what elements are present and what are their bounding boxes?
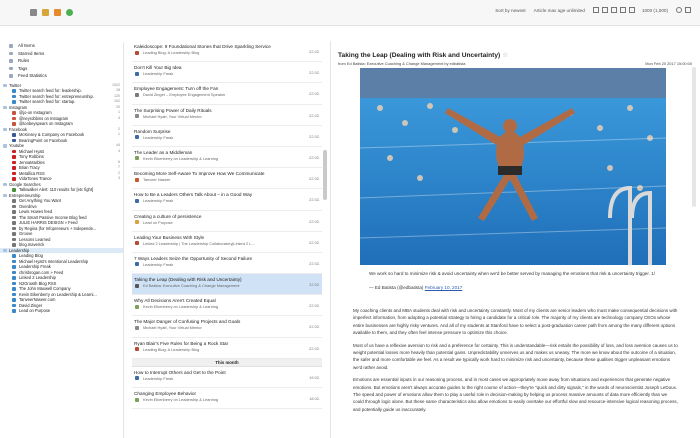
sidebar-item-rules[interactable] (0, 57, 123, 65)
article-date: 22.02. (309, 218, 320, 224)
article-source (134, 156, 322, 161)
unread-count: 44 (116, 143, 120, 147)
article-source (134, 114, 322, 119)
feed-count: 120 (114, 93, 120, 98)
feed-count: 18 (116, 88, 120, 92)
article-source-text: Leadership Freak (143, 134, 174, 140)
feed-label: chrisbrogan.com » Feed (19, 269, 64, 275)
view-full-icon[interactable] (611, 7, 617, 13)
reader-pane (330, 41, 700, 438)
tag-icon (9, 67, 13, 71)
feed-count: 1 (118, 132, 120, 136)
article-row[interactable] (132, 274, 322, 295)
article-source (134, 241, 322, 246)
feed-favicon-icon (135, 284, 139, 288)
article-source (134, 177, 322, 182)
article-date: 22.02. (309, 260, 320, 266)
article-source (134, 50, 322, 55)
article-source (134, 198, 322, 203)
feed-label: N2Growth Blog RSS (19, 280, 57, 286)
article-date: 22.02. (309, 133, 320, 139)
article-source (134, 397, 322, 402)
sidebar-item-label: Starred Items (18, 50, 45, 56)
article-date: 18.02. (309, 396, 320, 401)
feed-icon (12, 166, 16, 170)
new-feed-icon[interactable] (42, 9, 49, 16)
article-title: Don't Kill Your Big Idea (134, 65, 182, 71)
folder-icon (3, 106, 7, 110)
feed-icon (12, 227, 16, 231)
article-source (134, 135, 322, 140)
article-date: 22.02. (309, 197, 320, 203)
feed-favicon-icon (135, 51, 139, 55)
sidebar-item-label: Rules (18, 58, 30, 63)
article-source-text: Kevin Eikenberry on Leadership & Learning (143, 397, 219, 402)
feed-label: Michael Hyatt's Intentional Leadership (19, 258, 89, 264)
feed-label: Leadership Freak (19, 264, 51, 269)
article-date: 22.02. (309, 324, 320, 330)
article-source-text: Leading Blog: A Leadership Blog (143, 50, 200, 55)
article-date: 22.02. (309, 176, 320, 182)
article-row[interactable] (132, 295, 322, 316)
feed-favicon-icon (135, 241, 139, 245)
sort-dropdown[interactable]: Sort by newest (495, 7, 526, 13)
article-date: 22.02. (309, 303, 320, 309)
folder-label: Leadership (9, 247, 30, 253)
article-date: 22.02. (309, 70, 320, 76)
article-row[interactable] (132, 105, 322, 126)
view-layout-icon[interactable] (629, 7, 635, 13)
feed-count: 6 (118, 159, 120, 164)
article-title: Employee Engagement: Turn off the Fan (134, 86, 219, 92)
article-list-scrollbar[interactable] (323, 150, 327, 200)
article-source-text: Linked 2 Leadership | The Leadership Collaboratory|Linked 2 L... (143, 240, 255, 246)
age-filter-dropdown[interactable]: Article max age unlimited (533, 7, 585, 13)
feed-favicon-icon (135, 156, 139, 160)
feed-count: 7 (118, 165, 120, 169)
article-date: 22.02. (309, 112, 320, 118)
article-row[interactable] (132, 41, 322, 62)
article-title: Kaleidoscope: 9 Foundational Stones that Drive Sparkling Service (134, 44, 271, 49)
feed-label: Twitter search feed for: startup. (19, 99, 76, 104)
feed-icon (12, 122, 16, 126)
feed-label: Tony Robbins (19, 154, 44, 159)
feed-label: TanveerNaseer.com (19, 297, 56, 302)
feed-item[interactable] (0, 308, 123, 314)
article-row[interactable] (132, 126, 322, 147)
article-paragraph: Most of us have a reflexive aversion to risk and a preference for certainty. This is understandable—risk entails the possibility of loss, and loss aversion causes us to weight potential losses more heavily than potential gains. Unpredictability unnerves us and makes us uneasy. The more we know about the outcome of a situation, the safer and more comfortable we feel. As a result we typically work hard to minimize risk and uncertainty, because these qualities trigger unpleasant emotions we'd rather avoid. (353, 342, 678, 370)
article-source-text: David Zinger – Employee Engagement Speaker (143, 92, 226, 98)
feed-icon (12, 293, 16, 297)
feed-label: @jo-on Instagram (19, 110, 52, 115)
folder-icon (3, 84, 7, 88)
article-source-text: Kevin Eikenberry on Leadership & Learning (143, 304, 219, 310)
feed-icon (12, 117, 16, 121)
rss-icon[interactable] (54, 9, 61, 16)
article-date: 22.02. (309, 49, 320, 54)
article-source (134, 71, 322, 76)
diver-photo (360, 68, 666, 265)
settings-icon[interactable] (676, 7, 682, 13)
folder-icon (3, 144, 7, 148)
feed-icon (12, 304, 16, 308)
article-source (134, 347, 322, 352)
feed-label: Twitter search feed for: leadership. (19, 88, 82, 93)
feed-label: BearingPoint on Facebook (19, 137, 68, 143)
article-date: 22.02. (309, 282, 320, 288)
tweet-author: — Ed Batista (@edbatista) (369, 284, 424, 290)
tweet-quote (369, 270, 659, 291)
feed-label: Talkwalker Alert: 110 results for [etc fight] (19, 187, 94, 192)
feed-icon (12, 287, 16, 291)
article-source-text: Tanveer Naseer (143, 177, 171, 183)
article-row[interactable] (132, 316, 322, 337)
reader-scrollbar[interactable] (692, 67, 696, 207)
sidebar-item-tag[interactable] (0, 65, 123, 73)
article-title: The Major Danger of Confusing Projects and Goals (134, 319, 241, 325)
article-row[interactable] (132, 388, 322, 409)
feed-favicon-icon (135, 262, 139, 266)
article-source-text: Leadership Freak (143, 375, 174, 381)
feed-label: Brian Tracy (19, 165, 40, 170)
article-row[interactable] (132, 189, 322, 210)
stats-icon (9, 74, 13, 78)
feed-favicon-icon (135, 178, 139, 182)
feed-label: The John Maxwell Company (19, 286, 71, 291)
feed-icon (12, 139, 16, 143)
feed-count: 4 (118, 115, 120, 120)
feed-favicon-icon (135, 347, 139, 351)
view-list-icon[interactable] (593, 7, 599, 13)
feed-icon (12, 150, 16, 154)
folder-label: Instagram (9, 104, 28, 110)
sidebar-item-all-items[interactable] (0, 42, 123, 50)
feed-label: Twitter search feed for: entrepreneurship. (19, 93, 94, 99)
sidebar-item-label: All Items (18, 43, 35, 48)
feed-label: Get Anything You Want (19, 198, 61, 203)
feed-icon (12, 221, 16, 225)
tweet-date-link[interactable]: February 10, 2017 (424, 284, 463, 290)
article-title: Becoming More Self-Aware To Improve How We Communicate (134, 171, 265, 177)
feed-icon (12, 309, 16, 313)
feed-label: Lessons Learned (19, 236, 51, 242)
feed-favicon-icon (135, 326, 139, 330)
article-date: 22.02. (309, 91, 320, 97)
toolbar (0, 0, 700, 26)
feed-icon (12, 205, 16, 209)
section-header: This month (132, 359, 322, 367)
article-title-text: Taking the Leap (Dealing with Risk and Uncertainty) (338, 52, 501, 59)
tweet-attribution (369, 284, 659, 292)
article-title: Why All Decisions Aren't Created Equal (134, 298, 216, 304)
view-grid-icon[interactable] (620, 7, 626, 13)
article-source-text: Leadership Freak (143, 71, 174, 77)
feed-icon (12, 271, 16, 275)
feed-label: JennaMarbles (19, 159, 45, 165)
article-source (134, 283, 322, 288)
article-title: Changing Employee Behavior (134, 391, 197, 396)
feed-favicon-icon (135, 305, 139, 309)
window-icon[interactable] (685, 7, 691, 13)
feed-label: Kevin Eikenberry on Leadership & Learni... (19, 291, 97, 297)
article-source-text: Kevin Eikenberry on Leadership & Learning (143, 155, 219, 161)
feed-count: 4 (118, 148, 120, 153)
folder-label: Youtube (9, 143, 24, 148)
rules-icon (9, 59, 13, 63)
article-row[interactable] (132, 232, 322, 253)
refresh-icon[interactable] (66, 9, 73, 16)
feed-icon (12, 232, 16, 236)
feed-icon (12, 210, 16, 214)
feed-icon (12, 254, 16, 258)
feed-favicon-icon (135, 114, 139, 118)
feed-icon (12, 111, 16, 115)
feed-label: Michael Hyatt (19, 148, 44, 154)
article-paragraph: Emotions are essential inputs in our reasoning process, and in most cases we appropriately move away from situations and experiences that generate negative emotions. But emotions aren't always accurate guides to the right course of action—they're "quick and dirty signals," in the words of neuroscientist Joseph LeDoux. The speed and power of emotions allow them to play a useful role in decision-making by helping us process massive amounts of data more efficiently than we could through logic alone. But these same characteristics also allow emotions to easily overtake our effortful slow and resource-intensive logical reasoning process, and potentially guide us inaccurately. (353, 377, 678, 412)
article-source (134, 92, 322, 97)
feed-label: Lead on Purpose (19, 308, 51, 313)
all-items-icon (9, 44, 13, 48)
article-row[interactable] (132, 62, 322, 83)
article-date: 22.02. (309, 154, 320, 160)
sidebar-item-star[interactable] (0, 50, 123, 58)
article-title: Taking the Leap (Dealing with Risk and Uncertainty) (134, 277, 242, 283)
feed-icon (12, 95, 16, 99)
feed-icon (12, 216, 16, 220)
article-source-text: Leading Blog: A Leadership Blog (143, 346, 200, 352)
feed-label: @tonbeyspears on Instagram (19, 121, 73, 126)
article-source (134, 325, 322, 330)
feed-count: 3 (118, 176, 120, 180)
feed-label: The Smart Passive Income Blog feed (19, 214, 87, 220)
feed-favicon-icon (135, 199, 139, 203)
feed-label: Linked 2 Leadership (19, 275, 56, 280)
feed-favicon-icon (135, 398, 139, 402)
view-compact-icon[interactable] (602, 7, 608, 13)
feed-icon (12, 100, 16, 104)
sidebar (0, 42, 124, 438)
article-source-text: Leadership Freak (143, 198, 174, 204)
feed-label: @neyrobbins on Instagram (19, 115, 69, 121)
unread-count: 20 (116, 104, 120, 109)
feed-label: Lewis Howes feed (19, 209, 53, 214)
feed-label: McKinsey & Company on Facebook (19, 132, 85, 137)
article-image (360, 68, 666, 265)
folder-label: Entrepreneurship (9, 192, 41, 198)
folder-icon (3, 194, 7, 198)
feed-label: Overdrive (19, 203, 37, 209)
article-title: Ryan Blair's Five Rules for Being a Rock Star (134, 340, 229, 346)
sidebar-item-stats[interactable] (0, 72, 123, 80)
article-title: How to Interrupt Others and Get to the Point (134, 369, 226, 375)
feed-count: 2 (118, 170, 120, 175)
folder-label: Google Searches (9, 181, 41, 187)
feed-icon (12, 298, 16, 302)
article-source-text: Lead on Purpose (143, 219, 173, 225)
folder-icon (3, 128, 7, 132)
article-title: 7 Ways Leaders Seize the Opportunity of Second Failure (134, 255, 253, 261)
unread-count: 1022 (112, 82, 120, 87)
article-list (132, 41, 322, 438)
menu-icon[interactable] (30, 9, 37, 16)
feed-label: blog.maverick (19, 242, 45, 247)
unread-count: 2 (118, 126, 120, 131)
feed-label: JULIE HARRIS DESIGN » Feed (19, 220, 78, 225)
article-source-text: Michael Hyatt, Your Virtual Mentor (143, 325, 202, 331)
article-row[interactable] (132, 168, 322, 189)
article-source-text: Leadership Freak (143, 261, 174, 267)
star-icon[interactable]: ☆ (502, 52, 509, 59)
article-row[interactable] (132, 367, 322, 388)
feed-icon (12, 172, 16, 176)
article-body (353, 307, 678, 418)
article-title: Creating a culture of persistence (134, 213, 202, 219)
article-source[interactable]: from Ed Batista: Executive Coaching & Change Management by edbatista (338, 61, 466, 66)
article-source (134, 304, 322, 309)
article-source-text: Michael Hyatt, Your Virtual Mentor (143, 113, 202, 119)
article-title: Leading Your Business With Style (134, 234, 205, 240)
article-row[interactable] (132, 211, 322, 232)
feed-icon (12, 282, 16, 286)
article-title: The Surprising Power of Daily Rituals (134, 107, 212, 113)
feed-icon (12, 188, 16, 192)
tweet-text: We work so hard to minimize risk & avoid uncertainty when we'd be better served by managing the emotions that risk & uncertainty trigger. 1/ (369, 271, 655, 276)
article-title: The Leader as a Middleman (134, 149, 193, 155)
feed-icon (12, 155, 16, 159)
feed-label: David Zinger (19, 302, 43, 308)
article-title (338, 51, 508, 59)
article-paragraph: My coaching clients and MBA students deal with risk and uncertainty constantly. Most of my clients are senior leaders who must make consequential decisions with imperfect information, from adopting a potential strategy to hiring a candidate for a critical role. The majority of my clients are technology company CEOs whose entire businesses are highly risky ventures. And all of my students at Stanford have to select a post-graduation career path from among the many different options available to them, and they often feel intense pressure to optimize this choice. (353, 308, 678, 335)
article-source (134, 262, 322, 267)
feed-icon (12, 89, 16, 93)
feed-count: 1 (118, 110, 120, 114)
feed-favicon-icon (135, 220, 139, 224)
sidebar-item-label: Tags (18, 65, 28, 71)
feed-icon (12, 276, 16, 280)
article-row[interactable] (132, 338, 322, 359)
feed-favicon-icon (135, 376, 139, 380)
article-source (134, 220, 322, 225)
feed-favicon-icon (135, 93, 139, 97)
folder-icon (3, 183, 7, 187)
article-source-text: Ed Batista: Executive Coaching & Change Management (143, 283, 240, 289)
folder-icon (3, 249, 7, 253)
sidebar-item-label: Feed Statistics (18, 73, 47, 78)
feed-label: by Regina (for Infopreneurs + Independe... (19, 225, 97, 231)
feed-label: Metallica RSS (19, 170, 45, 176)
article-row[interactable] (132, 147, 322, 168)
feed-icon (12, 238, 16, 242)
feed-icon (12, 199, 16, 203)
article-row[interactable] (132, 83, 322, 104)
feed-favicon-icon (135, 135, 139, 139)
feed-label: Leading Blog (19, 253, 43, 258)
article-date: 22.02. (309, 239, 320, 245)
feed-label: VidaTones Trance (19, 176, 52, 181)
feed-icon (12, 243, 16, 247)
feed-icon (12, 133, 16, 137)
feed-icon (12, 161, 16, 165)
star-icon (9, 52, 13, 56)
feed-favicon-icon (135, 72, 139, 76)
feed-label: Groove (19, 231, 33, 236)
feed-icon (12, 260, 16, 264)
feed-icon (12, 177, 16, 181)
article-date: 19.02. (309, 374, 320, 380)
article-source (134, 376, 322, 381)
article-date: 22.02. (309, 345, 320, 351)
article-count: 1000 (1,000) (641, 7, 668, 13)
folder-label: Facebook (9, 126, 27, 132)
article-date: Mon Feb 20 2017 15:00:00 (645, 61, 692, 66)
article-title: How to Be a Leaders Others Talk About – in a Good Way (134, 192, 253, 198)
article-title: Random Surprise (134, 128, 171, 134)
feed-count: 102 (114, 99, 120, 103)
folder-label: Twitter (9, 82, 22, 88)
feed-icon (12, 265, 16, 269)
article-row[interactable] (132, 253, 322, 274)
